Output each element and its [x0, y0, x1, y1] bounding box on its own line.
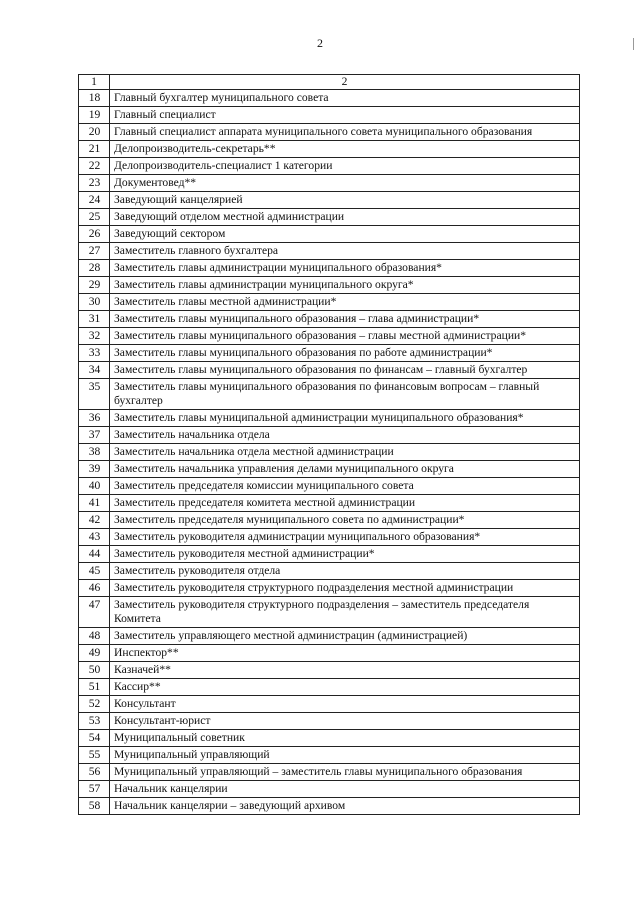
table-row [79, 696, 580, 713]
table-row [79, 662, 580, 679]
row-number: 41 [79, 495, 110, 512]
row-number: 19 [79, 107, 110, 124]
row-number: 47 [79, 597, 110, 628]
row-number: 48 [79, 628, 110, 645]
row-number: 44 [79, 546, 110, 563]
table-row [79, 798, 580, 815]
row-number: 22 [79, 158, 110, 175]
row-number: 51 [79, 679, 110, 696]
position-title: Заместитель начальника отдела местной администрации [110, 444, 580, 461]
table-row [79, 277, 580, 294]
row-number: 39 [79, 461, 110, 478]
header-col-title: 2 [110, 75, 580, 90]
row-number: 37 [79, 427, 110, 444]
table-row [79, 645, 580, 662]
table-row [79, 563, 580, 580]
position-title: Документовед** [110, 175, 580, 192]
row-number: 54 [79, 730, 110, 747]
position-title: Заместитель председателя муниципального совета по администрации* [110, 512, 580, 529]
table-row [79, 580, 580, 597]
position-title: Заместитель главного бухгалтера [110, 243, 580, 260]
table-row [79, 124, 580, 141]
position-title: Кассир** [110, 679, 580, 696]
table-row [79, 730, 580, 747]
table-row [79, 713, 580, 730]
table-row [79, 192, 580, 209]
position-title: Заведующий отделом местной администрации [110, 209, 580, 226]
table-row [79, 345, 580, 362]
row-number: 42 [79, 512, 110, 529]
position-title: Заместитель руководителя отдела [110, 563, 580, 580]
row-number: 21 [79, 141, 110, 158]
row-number: 56 [79, 764, 110, 781]
row-number: 28 [79, 260, 110, 277]
position-title: Заместитель председателя комиссии муниципального совета [110, 478, 580, 495]
row-number: 40 [79, 478, 110, 495]
table-row [79, 628, 580, 645]
position-title: Заместитель главы муниципальной администрации муниципального образования* [110, 410, 580, 427]
position-title: Консультант-юрист [110, 713, 580, 730]
position-title: Заведующий сектором [110, 226, 580, 243]
table-row [79, 90, 580, 107]
row-number: 43 [79, 529, 110, 546]
row-number: 25 [79, 209, 110, 226]
table-row [79, 209, 580, 226]
row-number: 18 [79, 90, 110, 107]
table-row [79, 107, 580, 124]
position-title: Главный специалист [110, 107, 580, 124]
row-number: 27 [79, 243, 110, 260]
position-title: Делопроизводитель-специалист 1 категории [110, 158, 580, 175]
position-title: Заместитель главы администрации муниципального округа* [110, 277, 580, 294]
table-row [79, 597, 580, 628]
position-title: Начальник канцелярии [110, 781, 580, 798]
row-number: 33 [79, 345, 110, 362]
table-row [79, 362, 580, 379]
table-row [79, 311, 580, 328]
row-number: 57 [79, 781, 110, 798]
table-body [79, 90, 580, 815]
row-number: 32 [79, 328, 110, 345]
position-title: Заместитель главы муниципального образования по финансам – главный бухгалтер [110, 362, 580, 379]
table-row [79, 226, 580, 243]
position-title: Заместитель начальника управления делами муниципального округа [110, 461, 580, 478]
position-title: Главный бухгалтер муниципального совета [110, 90, 580, 107]
row-number: 58 [79, 798, 110, 815]
table-row [79, 461, 580, 478]
row-number: 55 [79, 747, 110, 764]
table-row [79, 512, 580, 529]
row-number: 36 [79, 410, 110, 427]
table-row [79, 175, 580, 192]
position-title: Заместитель руководителя структурного подразделения местной администрации [110, 580, 580, 597]
header-col-number: 1 [79, 75, 110, 90]
table-row [79, 260, 580, 277]
row-number: 26 [79, 226, 110, 243]
table-row [79, 379, 580, 410]
position-title: Главный специалист аппарата муниципального совета муниципального образования [110, 124, 580, 141]
row-number: 23 [79, 175, 110, 192]
position-title: Делопроизводитель-секретарь** [110, 141, 580, 158]
position-title: Заместитель управляющего местной администрацин (администрацией) [110, 628, 580, 645]
table-row [79, 478, 580, 495]
table-row [79, 546, 580, 563]
row-number: 35 [79, 379, 110, 410]
position-title: Заведующий канцелярией [110, 192, 580, 209]
position-title: Заместитель руководителя структурного подразделения – заместитель председателя Комитета [110, 597, 580, 628]
table-row [79, 679, 580, 696]
table-row [79, 444, 580, 461]
position-title: Муниципальный советник [110, 730, 580, 747]
position-title: Заместитель главы муниципального образования – главы местной администрации* [110, 328, 580, 345]
table-row [79, 747, 580, 764]
position-title: Консультант [110, 696, 580, 713]
position-title: Начальник канцелярии – заведующий архивом [110, 798, 580, 815]
position-title: Заместитель председателя комитета местной администрации [110, 495, 580, 512]
position-title: Заместитель главы муниципального образования по работе администрации* [110, 345, 580, 362]
table-row [79, 495, 580, 512]
row-number: 50 [79, 662, 110, 679]
row-number: 24 [79, 192, 110, 209]
scan-edge-mark [633, 38, 638, 50]
table-row [79, 764, 580, 781]
row-number: 20 [79, 124, 110, 141]
position-title: Заместитель руководителя администрации муниципального образования* [110, 529, 580, 546]
position-title: Инспектор** [110, 645, 580, 662]
position-title: Заместитель главы местной администрации* [110, 294, 580, 311]
row-number: 49 [79, 645, 110, 662]
position-title: Заместитель руководителя местной администрации* [110, 546, 580, 563]
position-title: Заместитель главы муниципального образования – глава администрации* [110, 311, 580, 328]
row-number: 38 [79, 444, 110, 461]
row-number: 46 [79, 580, 110, 597]
table-row [79, 529, 580, 546]
row-number: 29 [79, 277, 110, 294]
table-row [79, 410, 580, 427]
row-number: 45 [79, 563, 110, 580]
row-number: 30 [79, 294, 110, 311]
row-number: 34 [79, 362, 110, 379]
table-row [79, 243, 580, 260]
position-title: Заместитель главы муниципального образования по финансовым вопросам – главный бухгалтер [110, 379, 580, 410]
table-row [79, 294, 580, 311]
position-title: Казначей** [110, 662, 580, 679]
table-row [79, 781, 580, 798]
table-header-row [79, 75, 580, 90]
table-row [79, 328, 580, 345]
position-title: Заместитель начальника отдела [110, 427, 580, 444]
page-number: 2 [317, 36, 323, 50]
row-number: 53 [79, 713, 110, 730]
table-row [79, 427, 580, 444]
row-number: 31 [79, 311, 110, 328]
position-title: Заместитель главы администрации муниципального образования* [110, 260, 580, 277]
position-title: Муниципальный управляющий [110, 747, 580, 764]
row-number: 52 [79, 696, 110, 713]
position-title: Муниципальный управляющий – заместитель главы муниципального образования [110, 764, 580, 781]
table-row [79, 158, 580, 175]
table-row [79, 141, 580, 158]
positions-table [78, 74, 580, 815]
